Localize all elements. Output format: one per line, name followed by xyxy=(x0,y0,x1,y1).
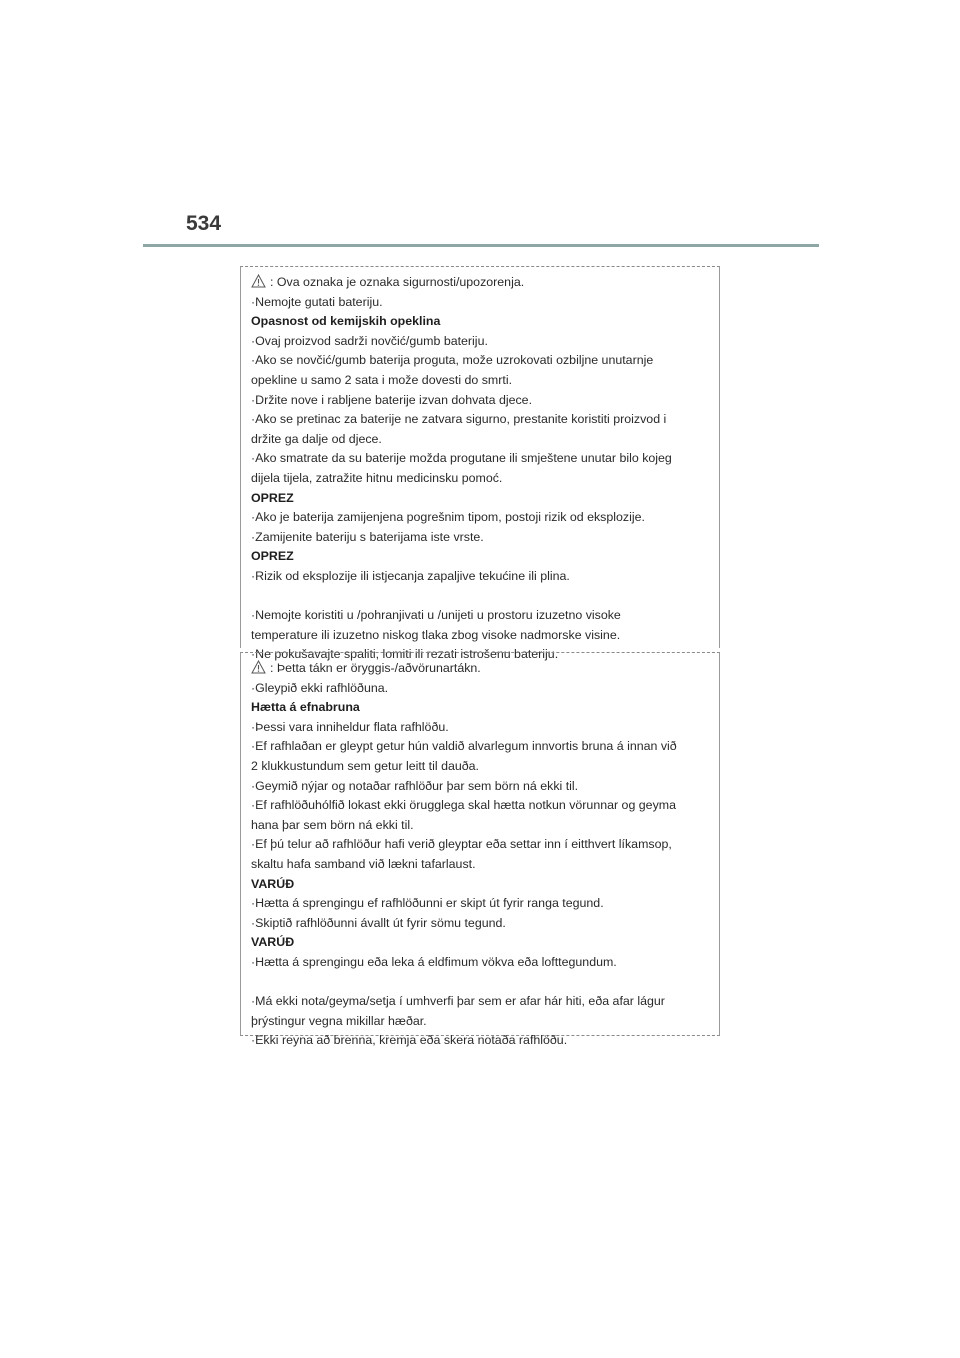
line-text: ·Nemojte koristiti u /pohranjivati u /unijeti u prostoru izuzetno visoke xyxy=(251,608,621,623)
line-text: temperature ili izuzetno niskog tlaka zbog visoke nadmorske visine. xyxy=(251,627,621,642)
text-line xyxy=(251,855,713,875)
text-line xyxy=(251,293,713,313)
line-text: VARÚÐ xyxy=(251,876,295,891)
text-line xyxy=(251,914,713,934)
text-line xyxy=(251,718,713,738)
line-text: OPREZ xyxy=(251,549,294,564)
line-text: ·Nemojte gutati bateriju. xyxy=(251,294,383,309)
warning-text-croatian xyxy=(251,273,713,665)
line-text: ·Ekki reyna að brenna, kremja eða skera notaða rafhlöðu. xyxy=(251,1033,568,1048)
line-text: : Þetta tákn er öryggis-/aðvörunartákn. xyxy=(270,661,481,675)
line-text: ·Držite nove i rabljene baterije izvan dohvata djece. xyxy=(251,392,533,407)
text-line xyxy=(251,449,713,469)
text-line xyxy=(251,508,713,528)
text-line xyxy=(251,1031,713,1051)
line-text: ·Ef þú telur að rafhlöður hafi verið gleyptar eða settar inn í eitthvert líkamsop, xyxy=(251,837,672,852)
text-line xyxy=(251,992,713,1012)
text-line xyxy=(251,606,713,626)
line-text: hana þar sem börn ná ekki til. xyxy=(251,817,414,832)
text-line xyxy=(251,953,713,973)
line-text: ·Ef rafhlöðuhólfið lokast ekki örugglega skal hætta notkun vörunnar og geyma xyxy=(251,798,676,813)
section-heading xyxy=(251,547,713,567)
text-line xyxy=(251,273,713,293)
line-text: Hætta á efnabruna xyxy=(251,700,360,715)
text-line xyxy=(251,410,713,430)
text-line xyxy=(251,659,713,679)
line-text: ·Geymið nýjar og notaðar rafhlöður þar sem börn ná ekki til. xyxy=(251,778,579,793)
text-line xyxy=(251,894,713,914)
line-text: ·Ako se novčić/gumb baterija proguta, može uzrokovati ozbiljne unutarnje xyxy=(251,353,654,368)
warning-panel-icelandic xyxy=(240,652,720,1048)
line-text: skaltu hafa samband við lækni tafarlaust. xyxy=(251,856,476,871)
blank-line xyxy=(251,973,713,993)
line-text: Opasnost od kemijskih opeklina xyxy=(251,314,441,329)
text-line xyxy=(251,391,713,411)
text-line xyxy=(251,679,713,699)
text-line xyxy=(251,371,713,391)
header-rule xyxy=(143,244,819,247)
warning-panel-croatian xyxy=(240,266,720,662)
text-line xyxy=(251,777,713,797)
line-text: opekline u samo 2 sata i može dovesti do smrti. xyxy=(251,372,513,387)
text-line xyxy=(251,737,713,757)
text-line xyxy=(251,835,713,855)
line-text: ·Rizik od eksplozije ili istjecanja zapaljive tekućine ili plina. xyxy=(251,568,570,583)
line-text: ·Ako je baterija zamijenjena pogrešnim tipom, postoji rizik od eksplozije. xyxy=(251,510,645,525)
section-heading xyxy=(251,489,713,509)
section-heading xyxy=(251,875,713,895)
line-text: ·Ovaj proizvod sadrži novčić/gumb bateriju. xyxy=(251,333,488,348)
line-text: ·Má ekki nota/geyma/setja í umhverfi þar sem er afar hár hiti, eða afar lágur xyxy=(251,994,665,1009)
text-line xyxy=(251,796,713,816)
line-text: ·Zamijenite bateriju s baterijama iste vrste. xyxy=(251,529,484,544)
line-text: 2 klukkustundum sem getur leitt til dauða. xyxy=(251,758,479,773)
warning-triangle-icon xyxy=(251,274,266,295)
section-heading xyxy=(251,933,713,953)
line-text: ·Þessi vara inniheldur flata rafhlöðu. xyxy=(251,719,449,734)
page-number: 534 xyxy=(186,212,222,235)
text-line xyxy=(251,1012,713,1032)
line-text: ·Ne pokušavajte spaliti, lomiti ili rezati istrošenu bateriju. xyxy=(251,647,559,662)
section-heading xyxy=(251,312,713,332)
text-line xyxy=(251,332,713,352)
text-line xyxy=(251,626,713,646)
line-text: VARÚÐ xyxy=(251,935,295,950)
line-text: þrýstingur vegna mikillar hæðar. xyxy=(251,1013,427,1028)
line-text: ·Ako se pretinac za baterije ne zatvara sigurno, prestanite koristiti proizvod i xyxy=(251,412,667,427)
text-line xyxy=(251,567,713,587)
line-text: ·Hætta á sprengingu ef rafhlöðunni er skipt út fyrir ranga tegund. xyxy=(251,896,604,911)
text-line xyxy=(251,816,713,836)
section-heading xyxy=(251,698,713,718)
text-line xyxy=(251,430,713,450)
text-line xyxy=(251,351,713,371)
line-text: držite ga dalje od djece. xyxy=(251,431,382,446)
warning-triangle-icon xyxy=(251,660,266,681)
line-text: ·Skiptið rafhlöðunni ávallt út fyrir sömu tegund. xyxy=(251,915,506,930)
text-line xyxy=(251,757,713,777)
line-text: dijela tijela, zatražite hitnu medicinsku pomoć. xyxy=(251,470,503,485)
line-text: : Ova oznaka je oznaka sigurnosti/upozorenja. xyxy=(270,275,525,289)
text-line xyxy=(251,528,713,548)
line-text: ·Hætta á sprengingu eða leka á eldfimum vökva eða lofttegundum. xyxy=(251,954,617,969)
line-text: ·Gleypið ekki rafhlöðuna. xyxy=(251,680,389,695)
line-text: OPREZ xyxy=(251,490,294,505)
warning-text-icelandic xyxy=(251,659,713,1051)
text-line xyxy=(251,469,713,489)
line-text: ·Ef rafhlaðan er gleypt getur hún valdið alvarlegum innvortis bruna á innan við xyxy=(251,739,677,754)
line-text: ·Ako smatrate da su baterije možda progutane ili smještene unutar bilo kojeg xyxy=(251,451,672,466)
blank-line xyxy=(251,587,713,607)
